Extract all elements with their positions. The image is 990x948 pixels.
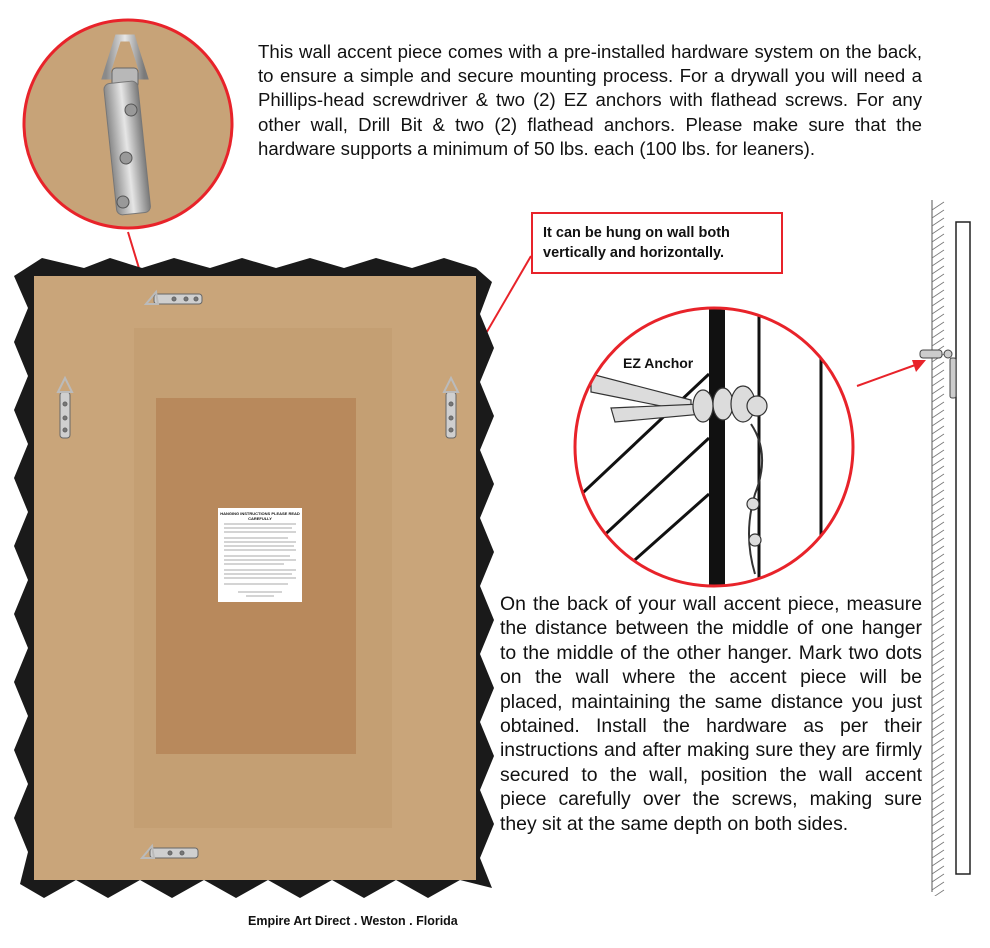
mounting-instructions-paragraph: On the back of your wall accent piece, measure the distance between the middle of one hanger to the middle of the other hanger. Mark two dots on the wall where the accent piece will be placed, maintaining the same distance you just obtained. Install the hardware as per their instructions and after making sure they are firmly secured to the wall, position the wall accent piece carefully over the screws, making sure they sit at the same depth on both sides. <box>500 593 922 835</box>
hanger-detail-magnifier <box>20 16 236 232</box>
ez-anchor-magnifier <box>571 304 857 590</box>
hanging-instructions-label <box>218 508 302 602</box>
label-sheet-title: HANGING INSTRUCTIONS PLEASE READ CAREFULLY <box>220 511 300 521</box>
top-hanger-icon <box>146 292 202 304</box>
intro-paragraph: This wall accent piece comes with a pre-installed hardware system on the back, to ensure a simple and secure mounting process. For a drywall you will need a Phillips-head screwdriver & two (2) EZ anchors with flathead screws. For any other wall, Drill Bit & two (2) flathead anchors. Please make sure that the hardware supports a minimum of 50 lbs. each (100 lbs. for leaners). <box>258 41 922 159</box>
company-footer: Empire Art Direct . Weston . Florida <box>248 914 458 928</box>
label-fine-print <box>218 508 302 602</box>
bottom-hanger-icon <box>142 846 198 858</box>
orientation-callout: It can be hung on wall both vertically and horizontally. <box>531 212 783 274</box>
frame-profile <box>956 222 970 874</box>
ez-anchor-label: EZ Anchor <box>623 355 694 371</box>
